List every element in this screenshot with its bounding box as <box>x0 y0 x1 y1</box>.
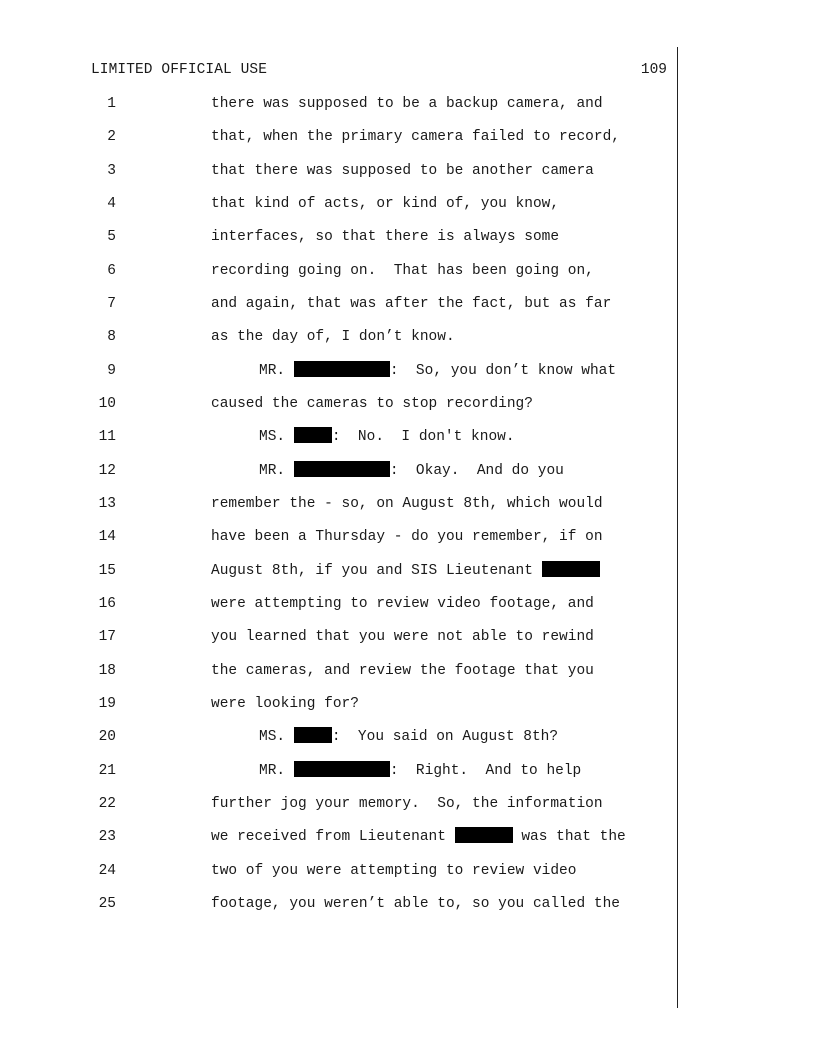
redaction-box <box>294 361 390 377</box>
line-number: 10 <box>98 396 116 412</box>
transcript-line <box>0 227 816 247</box>
line-number: 16 <box>98 596 116 612</box>
line-number: 13 <box>98 496 116 512</box>
line-text: have been a Thursday - do you remember, if on <box>211 529 603 545</box>
line-number: 2 <box>107 129 116 145</box>
line-number: 24 <box>98 863 116 879</box>
transcript-line <box>0 361 816 381</box>
line-number: 4 <box>107 196 116 212</box>
line-number: 6 <box>107 263 116 279</box>
line-text: and again, that was after the fact, but as far <box>211 296 612 312</box>
transcript-line <box>0 694 816 714</box>
transcript-line <box>0 661 816 681</box>
line-text: were attempting to review video footage, and <box>211 596 594 612</box>
transcript-line <box>0 161 816 181</box>
speech-text: : Right. And to help <box>389 763 582 779</box>
line-text: the cameras, and review the footage that you <box>211 663 594 679</box>
transcript-line <box>0 594 816 614</box>
line-text: you learned that you were not able to rewind <box>211 629 594 645</box>
line-text: that, when the primary camera failed to record, <box>211 129 620 145</box>
transcript-line <box>0 527 816 547</box>
redaction-box <box>294 427 332 443</box>
transcript-line <box>0 127 816 147</box>
line-text-suffix: was that the <box>512 829 626 845</box>
page-number: 109 <box>640 62 667 78</box>
speech-text: : So, you don’t know what <box>389 363 617 379</box>
redaction-box <box>294 461 390 477</box>
line-text: as the day of, I don’t know. <box>211 329 455 345</box>
speaker-line <box>259 727 558 747</box>
transcript-line <box>0 827 816 847</box>
line-number: 25 <box>98 896 116 912</box>
speaker-line <box>259 361 616 381</box>
transcript-line <box>0 394 816 414</box>
transcript-line <box>0 794 816 814</box>
redaction-box <box>294 761 390 777</box>
speaker-line <box>259 461 564 481</box>
line-number: 14 <box>98 529 116 545</box>
line-number: 18 <box>98 663 116 679</box>
line-text: interfaces, so that there is always some <box>211 229 560 245</box>
line-text <box>211 561 600 581</box>
line-text: recording going on. That has been going on, <box>211 263 594 279</box>
redaction-box <box>542 561 600 577</box>
transcript-line <box>0 261 816 281</box>
line-text: were looking for? <box>211 696 359 712</box>
line-text: remember the - so, on August 8th, which would <box>211 496 603 512</box>
speaker-prefix: MS. <box>259 729 294 745</box>
speaker-line <box>259 761 581 781</box>
line-text: that there was supposed to be another camera <box>211 163 594 179</box>
line-number: 21 <box>98 763 116 779</box>
transcript-line <box>0 494 816 514</box>
line-number: 12 <box>98 463 116 479</box>
speaker-prefix: MR. <box>259 763 294 779</box>
transcript-line <box>0 727 816 747</box>
line-text: footage, you weren’t able to, so you called the <box>211 896 620 912</box>
speaker-prefix: MS. <box>259 429 294 445</box>
line-number: 3 <box>107 163 116 179</box>
line-text: further jog your memory. So, the information <box>211 796 603 812</box>
speaker-line <box>259 427 515 447</box>
line-number: 8 <box>107 329 116 345</box>
line-number: 15 <box>98 563 116 579</box>
speech-text: : Okay. And do you <box>389 463 564 479</box>
speech-text: : You said on August 8th? <box>331 729 559 745</box>
line-number: 17 <box>98 629 116 645</box>
transcript-line <box>0 427 816 447</box>
transcript-line <box>0 561 816 581</box>
transcript-line <box>0 194 816 214</box>
line-text <box>211 827 626 847</box>
redaction-box <box>455 827 513 843</box>
line-number: 1 <box>107 96 116 112</box>
line-number: 19 <box>98 696 116 712</box>
line-number: 7 <box>107 296 116 312</box>
speech-text: : No. I don't know. <box>331 429 515 445</box>
line-number: 9 <box>107 363 116 379</box>
transcript-line <box>0 327 816 347</box>
line-number: 23 <box>98 829 116 845</box>
transcript-line <box>0 94 816 114</box>
transcript-line <box>0 461 816 481</box>
transcript-line <box>0 861 816 881</box>
speaker-prefix: MR. <box>259 463 294 479</box>
speaker-prefix: MR. <box>259 363 294 379</box>
line-number: 11 <box>98 429 116 445</box>
redaction-box <box>294 727 332 743</box>
line-text-prefix: August 8th, if you and SIS Lieutenant <box>211 563 542 579</box>
line-number: 22 <box>98 796 116 812</box>
classification-header: LIMITED OFFICIAL USE <box>91 62 268 78</box>
transcript-line <box>0 894 816 914</box>
line-text: there was supposed to be a backup camera, and <box>211 96 603 112</box>
line-number: 5 <box>107 229 116 245</box>
transcript-line <box>0 627 816 647</box>
line-number: 20 <box>98 729 116 745</box>
transcript-line <box>0 761 816 781</box>
line-text: that kind of acts, or kind of, you know, <box>211 196 560 212</box>
line-text: caused the cameras to stop recording? <box>211 396 533 412</box>
line-text: two of you were attempting to review video <box>211 863 577 879</box>
transcript-line <box>0 294 816 314</box>
line-text-prefix: we received from Lieutenant <box>211 829 455 845</box>
